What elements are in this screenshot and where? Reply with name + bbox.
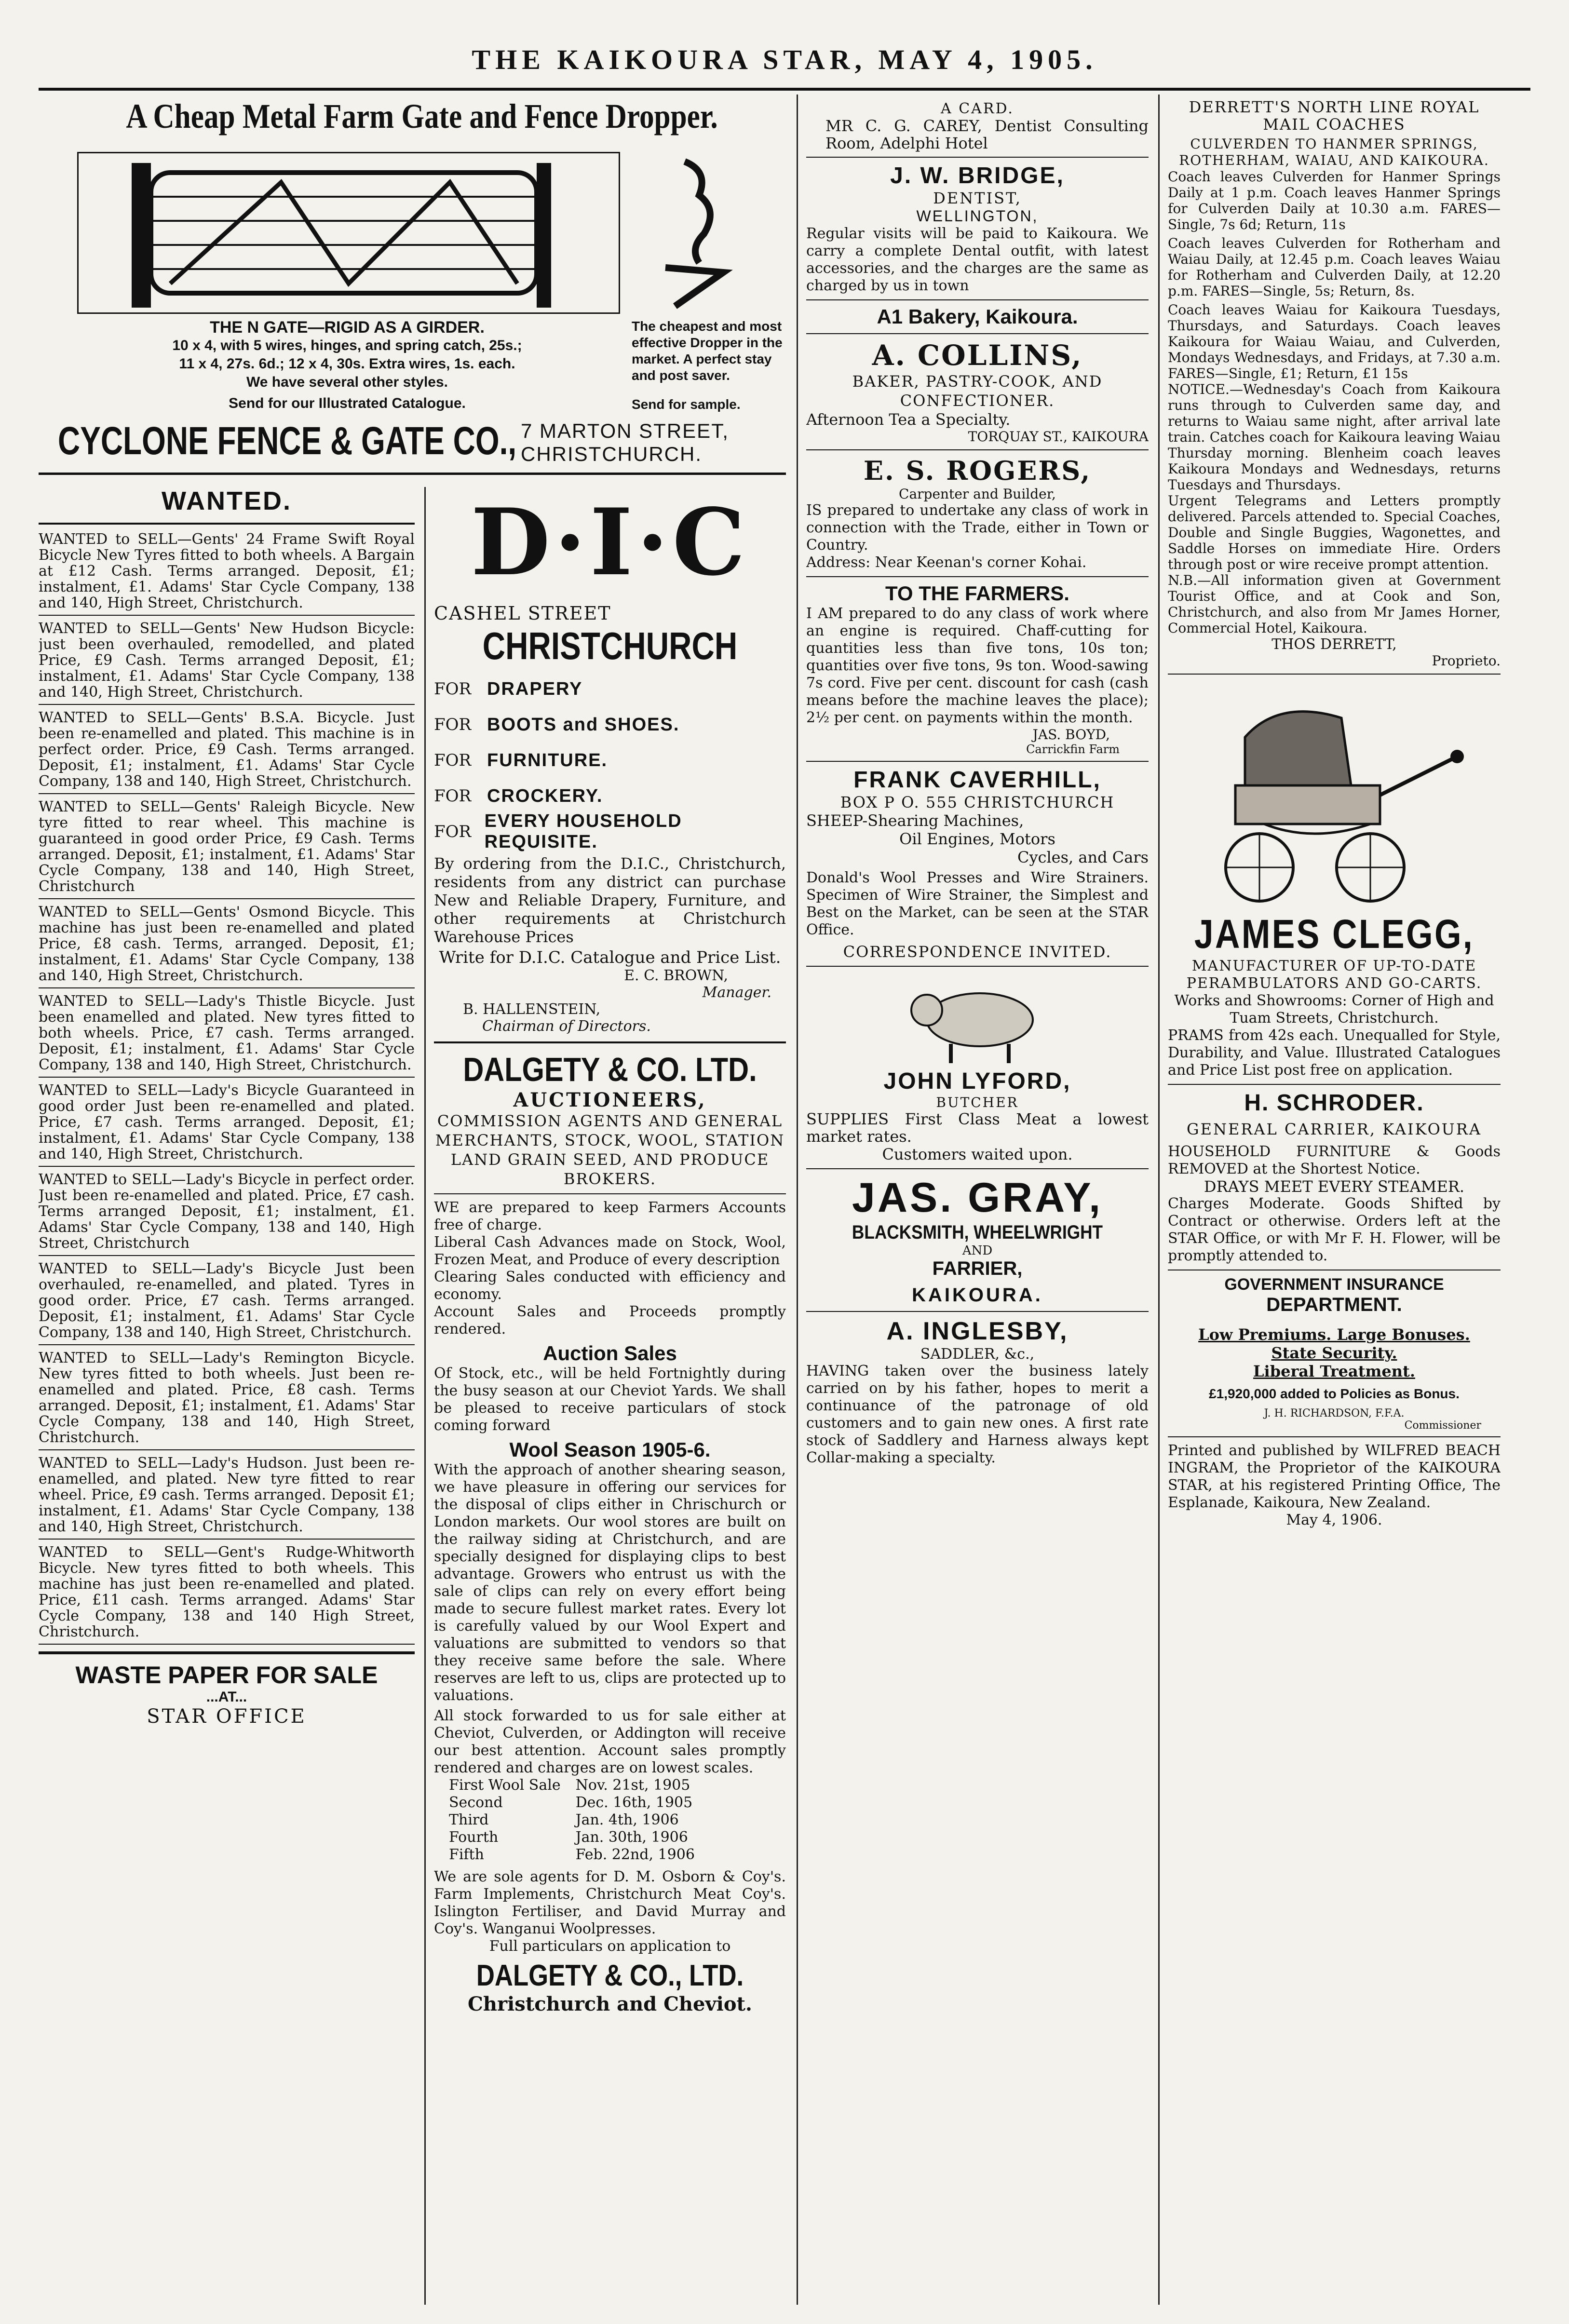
company-name: CYCLONE FENCE & GATE CO., — [58, 419, 517, 463]
gov-line-4: £1,920,000 added to Policies as Bonus. — [1209, 1386, 1460, 1401]
wool-sale-date: Dec. 16th, 1905 — [575, 1794, 693, 1811]
lyford-name: JOHN LYFORD, — [883, 1068, 1071, 1094]
derrett-schedule-1: Coach leaves Culverden for Hanmer Springs Daily at 1 p.m. Coach leaves Hanmer Springs for Culverden Daily at 10.30 a.m. FARES—Single, 7s 6d; Return, 11s — [1168, 169, 1501, 232]
wanted-item: WANTED to SELL—Gents' Osmond Bicycle. This machine has just been re-enamelled and plated Price, £8 cash. Terms, arranged. Deposit, £1; instalment, £1. Adams' Star Cycle Company, 138 and 140, High Street, Christchurch. — [39, 904, 415, 988]
gate-advertisement — [58, 96, 786, 477]
divider — [39, 1651, 415, 1654]
wanted-item: WANTED to SELL—Lady's Bicycle in perfect order. Just been re-enamelled and plated. Price, £7 cash. Terms arranged Deposit, £1; instalment, £1. Adams' Star Cycle Company, 138 and 140, High Street, Christchurch — [39, 1172, 415, 1256]
gate-ad-rule — [39, 473, 786, 475]
divider — [806, 449, 1149, 450]
divider — [1168, 1084, 1501, 1085]
schroder-trade: GENERAL CARRIER, KAIKOURA — [1187, 1120, 1482, 1138]
gov-title-1: GOVERNMENT INSURANCE — [1224, 1275, 1444, 1294]
auction-body: Of Stock, etc., will be held Fortnightly during the busy season at our Cheviot Yards. We shall be pleased to receive particulars of stock coming forward — [434, 1365, 786, 1434]
wanted-item: WANTED to SELL—Gents' Raleigh Bicycle. New tyre fitted to rear wheel. This machine is guaranteed in good order Price, £9 Cash. Terms arranged. Deposit, £1; instalment, £1. Adams' Star Cycle Company, 138 and 140, High Street, Christchurch — [39, 799, 415, 899]
derrett-route: CULVERDEN TO HANMER SPRINGS, ROTHERHAM, WAIAU, AND KAIKOURA. — [1179, 136, 1489, 168]
divider — [806, 576, 1149, 577]
dalgety-body-1: WE are prepared to keep Farmers Accounts free of charge. — [434, 1199, 786, 1233]
clegg-trade: MANUFACTURER OF UP-TO-DATE PERAMBULATORS AND GO-CARTS. — [1186, 958, 1482, 992]
dalgety-apply: Full particulars on application to — [489, 1938, 731, 1955]
column-rule-3 — [1158, 95, 1160, 2305]
collins-trade: BAKER, PASTRY-COOK, AND CONFECTIONER. — [852, 372, 1103, 410]
divider — [806, 1168, 1149, 1169]
wanted-item: WANTED to SELL—Lady's Remington Bicycle. New tyres fitted to both wheels. Just been re-enamelled and plated. Price, £8 cash. Terms arranged. Deposit, £1; instalment, £1. Adams' Star Cycle Company, 138 and 140, High Street, Christchurch. — [39, 1350, 415, 1450]
sheep-illustration — [806, 972, 1149, 1068]
dic-signed-1: E. C. BROWN, — [624, 967, 728, 984]
dalgety-body-3: Clearing Sales conducted with efficiency and economy. — [434, 1269, 786, 1303]
perambulator-illustration — [1168, 679, 1501, 911]
dalgety-agents: We are sole agents for D. M. Osborn & Coy's. Farm Implements, Christchurch Meat Coy's. Islington Fertiliser, and David Murray and Coy's. Wanganui Woolpresses. — [434, 1868, 786, 1937]
bridge-name: J. W. BRIDGE, — [890, 163, 1065, 189]
derrett-sign: THOS DERRETT, — [1271, 636, 1397, 653]
gov-line-2: State Security. — [1271, 1344, 1397, 1362]
wanted-item: WANTED to SELL—Gents' B.S.A. Bicycle. Just been re-enamelled and plated. This machine is in perfect order. Price, £9 Cash. Terms arranged. Deposit, £1; instalment, £1. Adams' Star Cycle Company, 138 and 140, High Street, Christchurch. — [39, 710, 415, 794]
gray-trade-2: FARRIER, — [932, 1258, 1023, 1279]
wool-body: With the approach of another shearing season, we have pleasure in offering our services for the disposal of clips either in Chrischurch or London markets. Our wool stores are built on the railway siding at Christchurch, and are specially designed for displaying clips to best advantage. Growers who entrust us with the sale of clips can rely on every effort being made to secure fullest market rates. Every lot is carefully valued by our Wool Expert and valuations are submitted to vendors so that they receive same before the sale. Where reserves are left to us, clips are protected up to valuations. — [434, 1461, 786, 1704]
caverhill-body-2: Oil Engines, Motors — [899, 830, 1055, 848]
lyford-wait: Customers waited upon. — [882, 1145, 1073, 1163]
dropper-send: Send for sample. — [632, 397, 741, 412]
divider — [806, 333, 1149, 334]
farmers-heading: TO THE FARMERS. — [885, 582, 1069, 605]
gov-sign-title: Commissioner — [1404, 1419, 1481, 1432]
wool-sale-row — [448, 1811, 695, 1829]
inglesby-name: A. INGLESBY, — [886, 1317, 1069, 1345]
dic-signed-2-title: Chairman of Directors. — [482, 1018, 651, 1035]
wool-sale-date: Nov. 21st, 1905 — [575, 1777, 690, 1794]
dic-product-list — [434, 671, 786, 850]
wanted-item: WANTED to SELL—Lady's Bicycle Just been overhauled, re-enamelled, and plated. Tyres in good order. Price, £7 cash. Terms arranged. Deposit, £1; instalment, £1. Adams' Star Cycle Company, 138 and 140, High Street, Christchurch. — [39, 1261, 415, 1345]
wanted-item: WANTED to SELL—Gents' New Hudson Bicycle: just been overhauled, remodelled, and plated Price, £9 Cash. Terms arranged Deposit, £1; instalment, £1. Adams' Star Cycle Company, 138 and 140, High Street, Christchurch. — [39, 621, 415, 705]
gov-sign: J. H. RICHARDSON, F.F.A. — [1264, 1407, 1405, 1419]
rogers-body: IS prepared to undertake any class of work in connection with the Trade, either in Town or Country. — [806, 502, 1149, 554]
dic-product-label: CROCKERY. — [487, 785, 603, 806]
inglesby-trade: SADDLER, &c., — [920, 1346, 1035, 1363]
wool-heading: Wool Season 1905-6. — [509, 1438, 711, 1461]
auction-heading: Auction Sales — [543, 1342, 677, 1365]
waste-paper-title: WASTE PAPER FOR SALE — [75, 1662, 378, 1689]
gate-caption-title: THE N GATE—RIGID AS A GIRDER. — [210, 318, 485, 337]
masthead-rule — [39, 88, 1530, 91]
divider — [806, 966, 1149, 967]
dalgety-footer-sub: Christchurch and Cheviot. — [468, 1993, 752, 2015]
clegg-name: JAMES CLEGG, — [1194, 911, 1474, 957]
dic-logo: D·I·C — [471, 488, 749, 596]
fence-dropper-illustration — [646, 152, 752, 316]
lyford-trade: BUTCHER — [936, 1094, 1019, 1110]
divider — [806, 157, 1149, 158]
farm-gate-illustration — [79, 153, 619, 312]
divider — [806, 761, 1149, 762]
gate-caption-line: Send for our Illustrated Catalogue. — [229, 395, 466, 411]
stock-body: All stock forwarded to us for sale either at Cheviot, Culverden, or Addington will receive our best attention. Account sales promptly rendered and charges are on lowest scales. — [434, 1707, 786, 1776]
column-four — [1168, 95, 1501, 2310]
dic-product-row — [434, 743, 786, 778]
wool-sale-label: Second — [449, 1794, 503, 1811]
divider — [806, 299, 1149, 300]
dic-product-label: EVERY HOUSEHOLD REQUISITE. — [484, 811, 682, 852]
dic-signed-2: B. HALLENSTEIN, — [463, 1001, 601, 1018]
dic-for-label: FOR — [434, 679, 472, 699]
derrett-prop: Proprieto. — [1432, 653, 1501, 669]
dic-product-row — [434, 707, 786, 743]
derrett-title: DERRETT'S NORTH LINE ROYAL MAIL COACHES — [1189, 98, 1480, 134]
clegg-body-2: PRAMS from 42s each. Unequalled for Style, Durability, and Value. Illustrated Catalogues and Price List post free on application. — [1168, 1027, 1501, 1079]
wool-sale-row — [448, 1777, 695, 1794]
collins-name: A. COLLINS, — [872, 339, 1083, 372]
gov-line-3: Liberal Treatment. — [1253, 1362, 1415, 1380]
gray-town: KAIKOURA. — [912, 1284, 1043, 1306]
correspondence-invited: CORRESPONDENCE INVITED. — [843, 943, 1112, 961]
dalgety-body-2: Liberal Cash Advances made on Stock, Wool, Frozen Meat, and Produce of every description — [434, 1234, 786, 1268]
derrett-notice: NOTICE.—Wednesday's Coach from Kaikoura runs through to Culverden same day, and returns to Waiau same night, after arrival late train. Catches coach for Kaikoura leaving Waiau Thursday morning. Blenheim coach leaves Kaikoura Mondays and Wednesdays, returns Tuesdays and Thursdays. — [1168, 381, 1501, 493]
wanted-item: WANTED to SELL—Gents' 24 Frame Swift Royal Bicycle New Tyres fitted to both wheels. A Bargain at £12 Cash. Terms arranged. Deposit, £1; instalment, £1. Adams' Star Cycle Company, 138 and 140, High Street, Christchurch. — [39, 531, 415, 616]
dalgety-title: DALGETY & CO. LTD. — [463, 1051, 757, 1088]
schroder-body-2: Charges Moderate. Goods Shifted by Contract or otherwise. Orders left at the STAR Office, or with Mr F. H. Flower, will be promptly attended to. — [1168, 1195, 1501, 1264]
dic-write: Write for D.I.C. Catalogue and Price List. — [439, 948, 781, 967]
dic-product-row — [434, 778, 786, 814]
column-rule-2 — [797, 95, 798, 2305]
dalgety-body-4: Account Sales and Proceeds promptly rendered. — [434, 1303, 786, 1338]
column-rule-1 — [424, 487, 426, 2305]
gate-caption-line: We have several other styles. — [246, 374, 448, 390]
wool-sale-row — [448, 1846, 695, 1864]
derrett-schedule-2: Coach leaves Culverden for Rotherham and Waiau Daily, at 12.45 p.m. Coach leaves Waiau for Rotherham and Culverden Daily, at 12.20 p.m. FARES—Single, 5s; Return, 8s. — [1168, 235, 1501, 299]
wool-sale-label: Fifth — [449, 1846, 484, 1863]
dalgety-desc: COMMISSION AGENTS AND GENERAL MERCHANTS, STOCK, WOOL, STATION LAND GRAIN SEED, AND PRODUCE BROKERS. — [435, 1112, 785, 1188]
wanted-item: WANTED to SELL—Gent's Rudge-Whitworth Bicycle. New tyres fitted to both wheels. This machine has just been re-enamelled and plated. Price, £11 cash. Terms arranged. Adams' Star Cycle Company, 138 and 140 High Street, Christchurch. — [39, 1544, 415, 1645]
card-body: MR C. G. CAREY, Dentist Consulting Room, Adelphi Hotel — [825, 117, 1149, 152]
collins-tea: Afternoon Tea a Specialty. — [806, 410, 1011, 429]
company-address-1: 7 MARTON STREET, — [521, 419, 729, 442]
collins-address: TORQUAY ST., KAIKOURA — [968, 429, 1149, 445]
gate-illustration-box — [77, 152, 620, 314]
masthead: THE KAIKOURA STAR, MAY 4, 1905. — [472, 44, 1097, 75]
dropper-caption-text: The cheapest and most effective Dropper in the market. A perfect stay and post saver. — [632, 319, 783, 383]
dic-for-label: FOR — [434, 822, 472, 841]
wanted-item: WANTED to SELL—Lady's Hudson. Just been re-enamelled, and plated. New tyre fitted to rear wheel. Price, £9 cash. Terms arranged. Deposit £1; instalment, £1. Adams' Star Cycle Company, 138 and 140, High Street, Christchurch. — [39, 1455, 415, 1540]
divider — [1168, 674, 1501, 675]
gate-caption-line: 11 x 4, 27s. 6d.; 12 x 4, 30s. Extra wires, 1s. each. — [179, 356, 515, 372]
gate-headline: A Cheap Metal Farm Gate and Fence Dropper. — [126, 97, 718, 135]
dalgety-subtitle: AUCTIONEERS, — [513, 1089, 707, 1111]
lyford-body: SUPPLIES First Class Meat a lowest market rates. — [806, 1110, 1149, 1146]
caverhill-body-4: Donald's Wool Presses and Wire Strainers. Specimen of Wire Strainer, the Simplest and Best on the Market, can be seen at the STAR Office. — [806, 869, 1149, 938]
waste-paper-office: STAR OFFICE — [147, 1705, 307, 1728]
divider — [39, 523, 415, 525]
dic-for-label: FOR — [434, 786, 472, 806]
dic-product-row — [434, 671, 786, 707]
dropper-caption — [632, 318, 786, 413]
caverhill-box: BOX P O. 555 CHRISTCHURCH — [840, 793, 1115, 811]
bakery-heading: A1 Bakery, Kaikoura. — [877, 305, 1078, 328]
column-three — [806, 95, 1149, 2310]
dic-street: CASHEL STREET — [434, 603, 611, 624]
divider — [434, 1193, 786, 1194]
column-dic-dalgety — [434, 482, 786, 2310]
dic-product-row — [434, 811, 786, 852]
wool-sale-row — [448, 1829, 695, 1846]
divider — [434, 1041, 786, 1043]
derrett-schedule-3: Coach leaves Waiau for Kaikoura Tuesdays, Thursdays, and Saturdays. Coach leaves Kaikoura for Waiau Waiau, and Culverden, Mondays Wednesdays, and Fridays, at 7.30 a.m. FARES—Single, £1; Return, £1 15s — [1168, 302, 1501, 381]
gov-line-1: Low Premiums. Large Bonuses. — [1198, 1325, 1470, 1344]
wanted-heading: WANTED. — [162, 486, 292, 515]
gov-title-2: DEPARTMENT. — [1266, 1294, 1402, 1315]
schroder-drays: DRAYS MEET EVERY STEAMER. — [1204, 1177, 1465, 1196]
imprint: Printed and published by WILFRED BEACH INGRAM, the Proprietor of the KAIKOURA STAR, at his registered Printing Office, The Esplanade, Kaikoura, New Zealand. — [1168, 1442, 1501, 1511]
bridge-title: DENTIST, — [933, 189, 1022, 207]
inglesby-body: HAVING taken over the business lately carried on by his father, hopes to merit a continuance of the patronage of old customers and to gain new ones. A first rate stock of Saddlery and Harness always kept Collar-making a specialty. — [806, 1363, 1149, 1466]
wool-sale-label: Fourth — [449, 1829, 499, 1846]
dic-for-label: FOR — [434, 751, 472, 770]
wool-sale-label: First Wool Sale — [449, 1777, 561, 1794]
rogers-address: Address: Near Keenan's corner Kohai. — [806, 554, 1087, 571]
gray-name: JAS. GRAY, — [852, 1175, 1103, 1221]
dic-signed-1-title: Manager. — [702, 984, 771, 1001]
dic-product-label: DRAPERY — [487, 678, 583, 699]
wool-sale-date: Jan. 4th, 1906 — [575, 1811, 679, 1828]
caverhill-body-3: Cycles, and Cars — [1017, 848, 1149, 866]
gate-company — [58, 415, 786, 468]
bridge-city: WELLINGTON, — [916, 207, 1039, 225]
dic-body: By ordering from the D.I.C., Christchurch, residents from any district can purchase New and Reliable Drapery, Furniture, and other requirements at Christchurch Warehouse Prices — [434, 854, 786, 946]
caverhill-body-1: SHEEP-Shearing Machines, — [806, 811, 1024, 830]
wool-sale-date: Feb. 22nd, 1906 — [575, 1846, 695, 1863]
farmers-body: I AM prepared to do any class of work where an engine is required. Chaff-cutting for quantities less than five tons, 10s ton; quantities over five tons, 9s ton. Wood-sawing 7s cord. Five per cent. discount for cash (cash means before the machine leaves the place); 2½ per cent. on payments within the month. — [806, 605, 1149, 726]
caverhill-name: FRANK CAVERHILL, — [853, 767, 1101, 793]
clegg-body: Works and Showrooms: Corner of High and Tuam Streets, Christchurch. — [1174, 992, 1494, 1027]
divider — [1168, 1436, 1501, 1437]
wanted-item: WANTED to SELL—Lady's Bicycle Guaranteed in good order Just been re-enamelled and plated. Price, £7 cash. Terms arranged. Deposit, £1; instalment, £1. Adams' Star Cycle Company, 138 and 140, High Street, Christchurch. — [39, 1082, 415, 1167]
gate-caption — [77, 318, 617, 413]
dic-product-label: FURNITURE. — [487, 750, 608, 770]
waste-paper-at: ...AT... — [206, 1689, 247, 1705]
dalgety-footer-title: DALGETY & CO., LTD. — [476, 1959, 744, 1992]
derrett-telegrams: Urgent Telegrams and Letters promptly delivered. Parcels attended to. Special Coaches, Double and Single Buggies, Wagonettes, and Saddle Horses on immediate Hire. Orders through post or wire receive prompt attention. — [1168, 493, 1501, 572]
rogers-name: E. S. ROGERS, — [863, 455, 1092, 486]
schroder-name: H. SCHRODER. — [1244, 1090, 1424, 1116]
derrett-nb: N.B.—All information given at Government Tourist Office, and at Cook and Son, Christchurch, and also from Mr James Horner, Commercial Hotel, Kaikoura. — [1168, 572, 1501, 636]
wanted-list — [39, 531, 415, 1645]
dic-product-label: BOOTS and SHOES. — [487, 714, 680, 735]
imprint-date: May 4, 1906. — [1286, 1512, 1382, 1528]
rogers-trade: Carpenter and Builder, — [899, 486, 1056, 502]
divider — [806, 1311, 1149, 1312]
wool-sale-date: Jan. 30th, 1906 — [575, 1829, 688, 1846]
gray-trade-1: BLACKSMITH, WHEELWRIGHT — [852, 1222, 1103, 1243]
wanted-item: WANTED to SELL—Lady's Thistle Bicycle. Just been enamelled and plated. New tyres fitted to both wheels. Price, £7 cash. Terms arranged. Deposit, £1; instalment, £1. Adams' Star Cycle Company, 138 and 140, High Street, Christchurch. — [39, 993, 415, 1078]
dic-for-label: FOR — [434, 715, 472, 734]
company-address-2: CHRISTCHURCH. — [521, 443, 702, 465]
card-heading: A CARD. — [941, 100, 1014, 117]
gray-and: AND — [962, 1243, 993, 1258]
dic-city: CHRISTCHURCH — [482, 624, 738, 667]
wool-sale-label: Third — [449, 1811, 489, 1828]
gate-caption-line: 10 x 4, with 5 wires, hinges, and spring catch, 25s.; — [172, 338, 522, 353]
farmers-sign: JAS. BOYD, — [1032, 727, 1110, 743]
farmers-sign-2: Carrickfin Farm — [1026, 743, 1120, 756]
wool-sales-table — [448, 1777, 695, 1864]
wool-sale-row — [448, 1794, 695, 1811]
schroder-body: HOUSEHOLD FURNITURE & Goods REMOVED at the Shortest Notice. — [1168, 1143, 1501, 1177]
bridge-body: Regular visits will be paid to Kaikoura. We carry a complete Dental outfit, with latest accessories, and the charges are the same as charged by us in town — [806, 225, 1149, 294]
column-wanted — [39, 482, 415, 2310]
